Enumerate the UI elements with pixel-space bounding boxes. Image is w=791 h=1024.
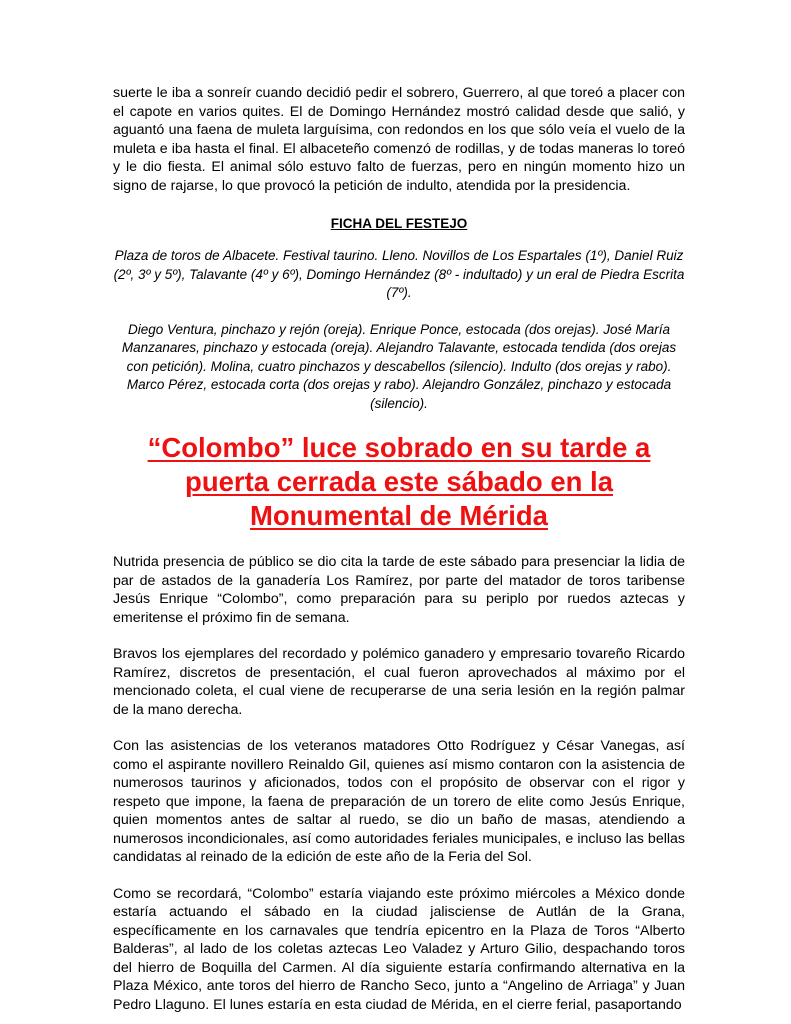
article-paragraph: Como se recordará, “Colombo” estaría viajando este próximo miércoles a México donde estaría actuando el sábado en la ciudad jalisciense de Autlán de la Grana, específicamente en los carnavales que tendría epicentro en la Plaza de Toros “Alberto Balderas”, al lado de los coletas aztecas Leo Valadez y Arturo Gilio, despachando toros del hierro de Boquilla del Carmen. Al día siguiente estaría confirmando alternativa en la Plaza México, ante toros del hierro de Rancho Seco, junto a “Angelino de Arriaga” y Juan Pedro Llaguno. El lunes estaría en esta ciudad de Mérida, en el cierre ferial, pasaportando bbox=[113, 885, 685, 1013]
article bbox=[113, 431, 685, 1014]
page-content bbox=[113, 84, 685, 1014]
ficha-results: Diego Ventura, pinchazo y rejón (oreja). Enrique Ponce, estocada (dos orejas). José María Manzanares, pinchazo y estocada (oreja). Alejandro Talavante, estocada tendida (dos orejas con petición). Molina, cuatro pinchazos y descabellos (silencio). Indulto (dos orejas y rabo). Marco Pérez, estocada corta (dos orejas y rabo). Alejandro González, pinchazo y estocada (silencio). bbox=[121, 321, 677, 411]
article-headline: “Colombo” luce sobrado en su tarde a puerta cerrada este sábado en la Monumental de Mérida bbox=[147, 432, 651, 531]
ficha-details: Plaza de toros de Albacete. Festival taurino. Lleno. Novillos de Los Espartales (1º), Daniel Ruiz (2º, 3º y 5º), Talavante (4º y 6º), Domingo Hernández (8º - indultado) y un eral de Piedra Escrita (7º). bbox=[113, 248, 685, 300]
article-paragraph: Bravos los ejemplares del recordado y polémico ganadero y empresario tovareño Ricardo Ramírez, discretos de presentación, el cual fueron aprovechados al máximo por el mencionado coleta, el cual viene de recuperarse de una seria lesión en la región palmar de la mano derecha. bbox=[113, 646, 685, 718]
intro-paragraph: suerte le iba a sonreír cuando decidió pedir el sobrero, Guerrero, al que toreó a placer con el capote en varios quites. El de Domingo Hernández mostró calidad desde que salió, y aguantó una faena de muleta larguísima, con redondos en los que sólo veía el vuelo de la muleta e iba hasta el final. El albaceteño comenzó de rodillas, y de todas maneras lo toreó y le dio fiesta. El animal sólo estuvo falto de fuerzas, pero en ningún momento hizo un signo de rajarse, lo que provocó la petición de indulto, atendida por la presidencia. bbox=[113, 85, 685, 194]
ficha-section bbox=[113, 215, 685, 413]
ficha-title: FICHA DEL FESTEJO bbox=[330, 216, 468, 231]
article-paragraph: Con las asistencias de los veteranos matadores Otto Rodríguez y César Vanegas, así como el aspirante novillero Reinaldo Gil, quienes así mismo contaron con la asistencia de numerosos taurinos y aficionados, todos con el propósito de observar con el rigor y respeto que impone, la faena de preparación de un torero de elite como Jesús Enrique, quien momentos antes de saltar al ruedo, se dio un baño de masas, atendiendo a numerosos incondicionales, así como autoridades feriales municipales, e incluso las bellas candidatas al reinado de la edición de este año de la Feria del Sol. bbox=[113, 738, 685, 865]
article-paragraph: Nutrida presencia de público se dio cita la tarde de este sábado para presenciar la lidia de par de astados de la ganadería Los Ramírez, por parte del matador de toros taribense Jesús Enrique “Colombo”, como preparación para su periplo por ruedos aztecas y emeritense el próximo fin de semana. bbox=[113, 554, 685, 626]
